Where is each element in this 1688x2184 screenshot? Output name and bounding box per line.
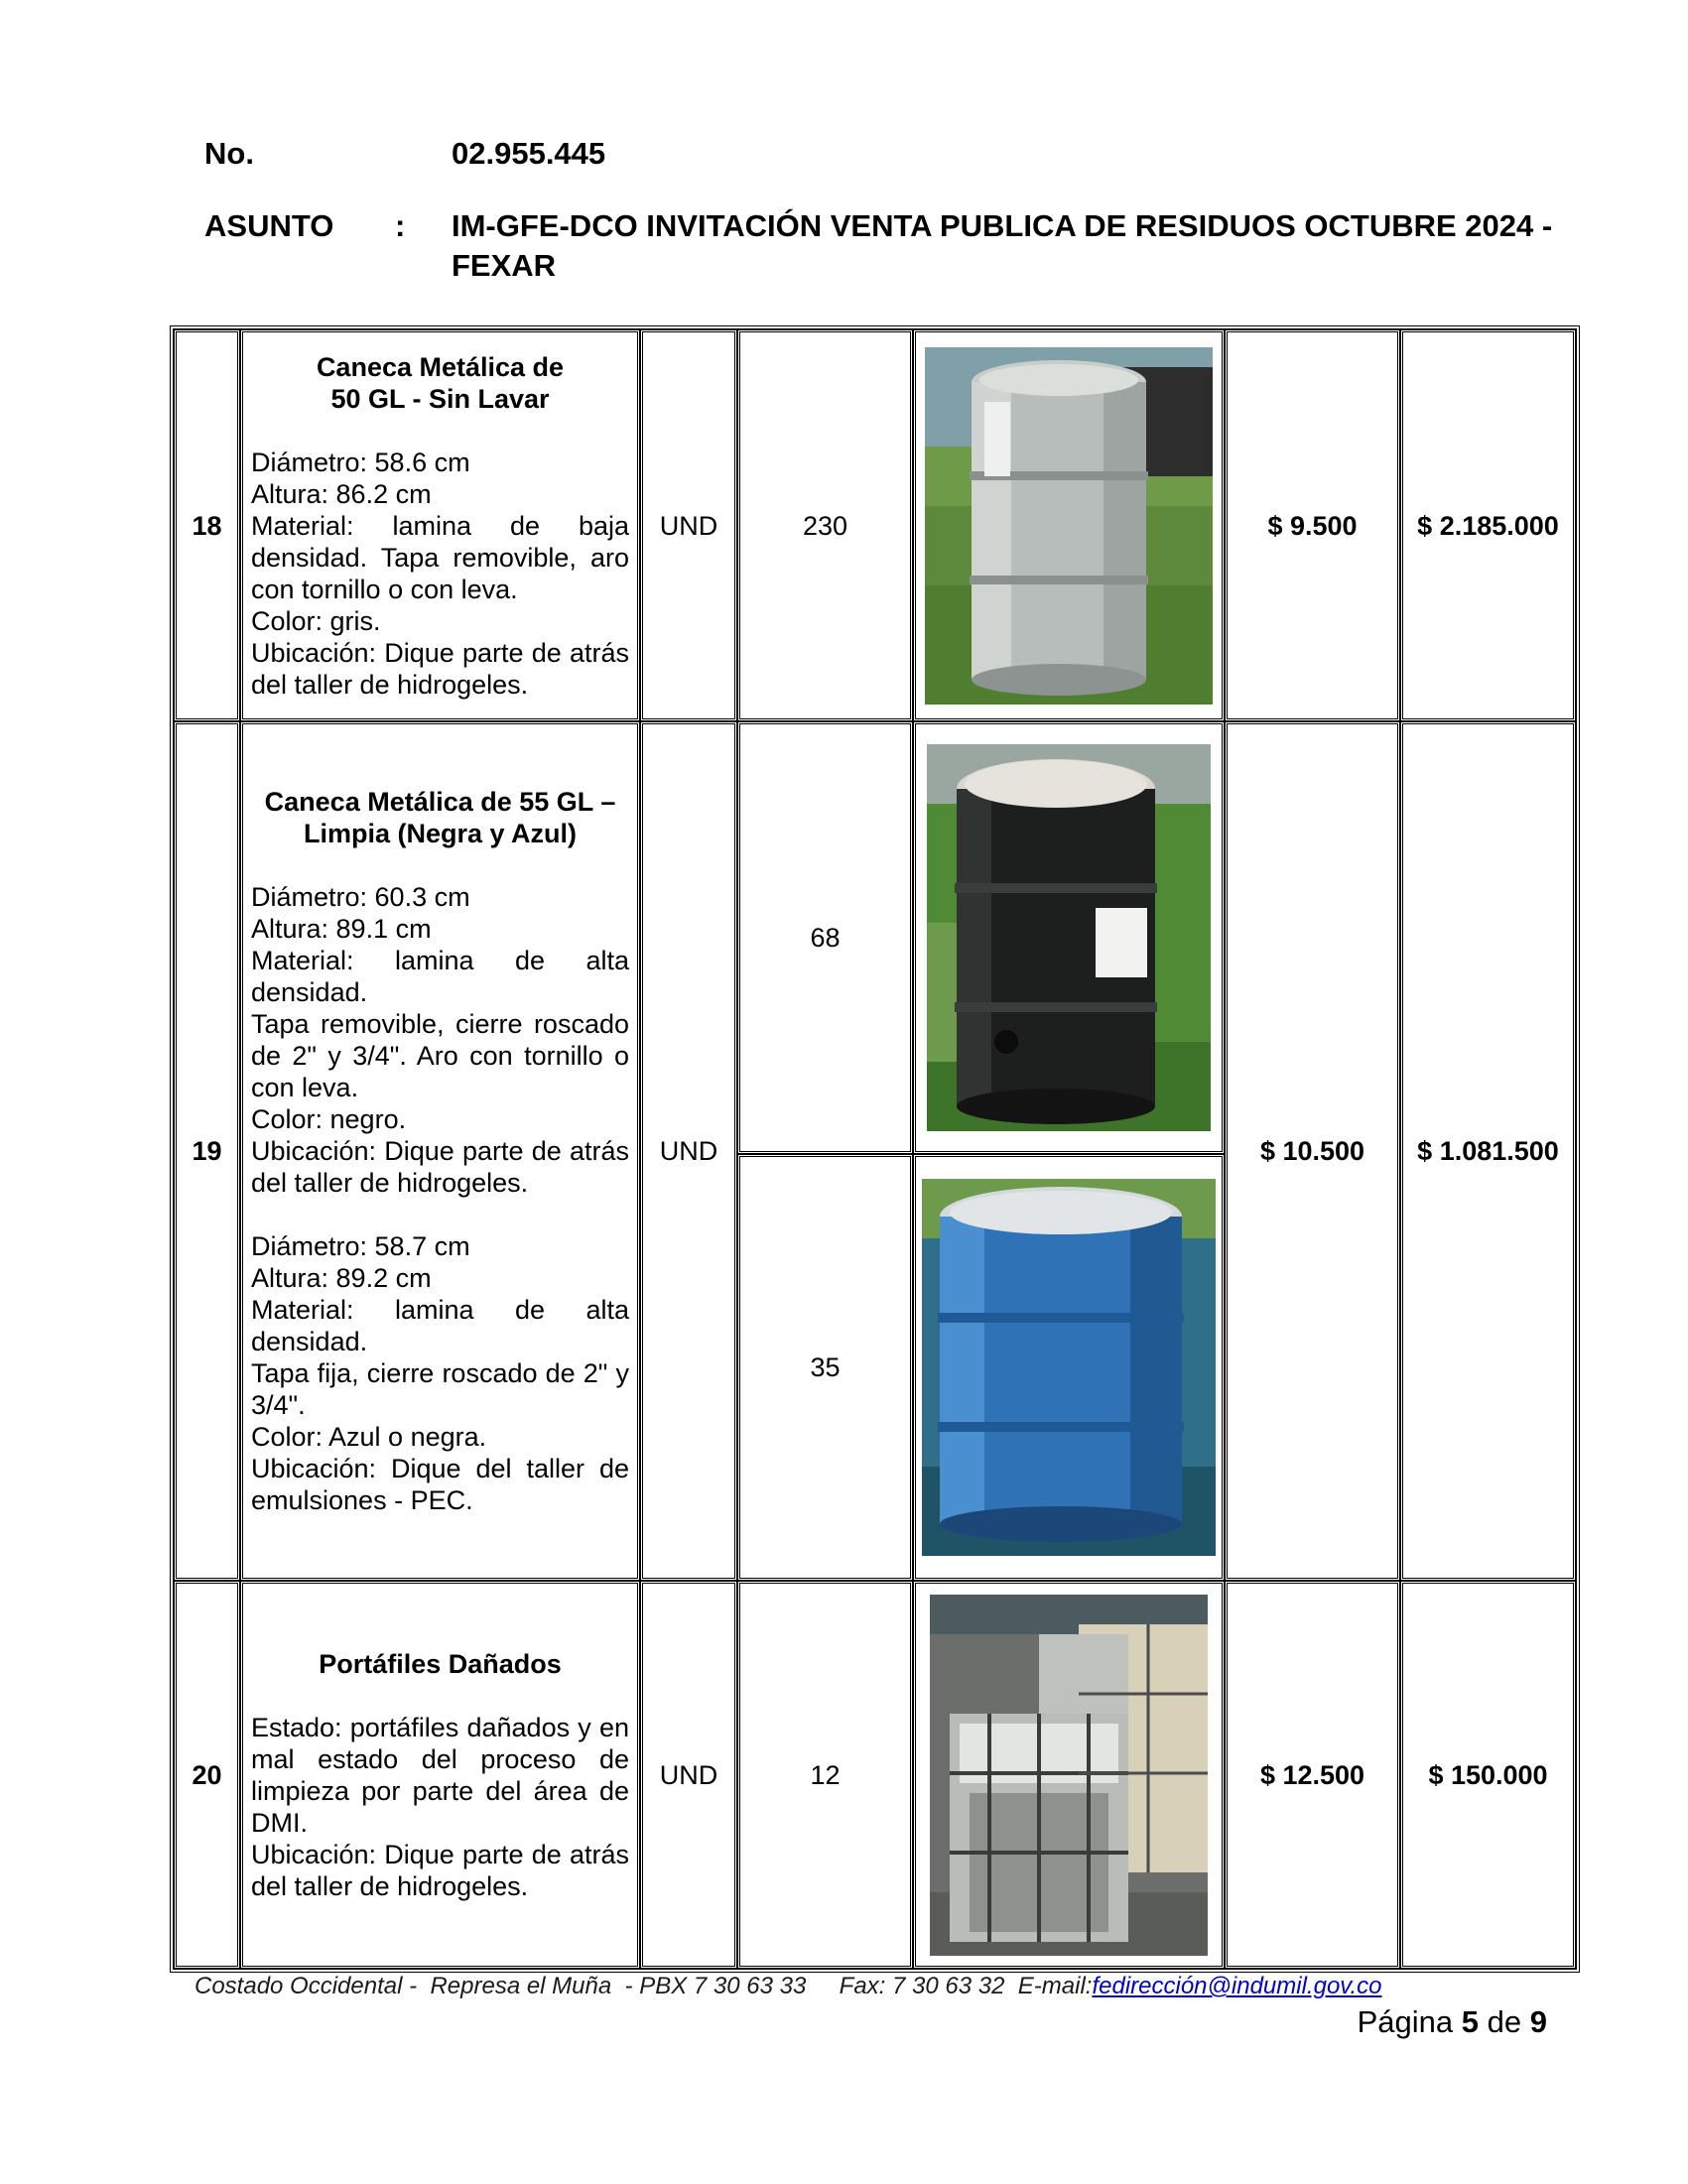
item-title-line: Caneca Metálica de 55 GL – [264, 787, 616, 817]
subject-value: IM-GFE-DCO INVITACIÓN VENTA PUBLICA DE RESIDUOS OCTUBRE 2024 - FEXAR [452, 208, 1553, 283]
item-image-cell [913, 1154, 1225, 1581]
item-quantity: 35 [737, 1154, 913, 1581]
item-unit-price: $ 9.500 [1225, 329, 1400, 721]
detail-line: Altura: 86.2 cm [251, 478, 432, 509]
detail-line: Tapa fija, cierre roscado de 2" y 3/4". [251, 1358, 629, 1420]
page-number [1358, 2004, 1547, 2040]
item-description [240, 329, 640, 721]
footer-contact: Costado Occidental - Represa el Muña - PBX 7 30 63 33 Fax: 7 30 63 32 E-mail: [195, 1973, 1093, 1999]
detail-line: Material: lamina de alta densidad. [251, 946, 629, 1007]
item-quantity: 230 [737, 329, 913, 721]
item-title-line: Portáfiles Dañados [319, 1648, 562, 1679]
detail-line: Altura: 89.1 cm [251, 914, 432, 944]
page-of: de [1487, 2004, 1522, 2039]
item-description [240, 1581, 640, 1969]
detail-line: Diámetro: 58.6 cm [251, 447, 470, 477]
item-quantity: 68 [737, 721, 913, 1154]
detail-line: Diámetro: 58.7 cm [251, 1231, 470, 1261]
ibc-containers-photo [930, 1595, 1208, 1956]
number-value: 02.955.445 [452, 136, 606, 171]
detail-line: Diámetro: 60.3 cm [251, 882, 470, 912]
detail-line: Ubicación: Dique parte de atrás del taller de hidrogeles. [251, 1839, 629, 1901]
item-description [240, 721, 640, 1581]
black-drum-photo [927, 744, 1211, 1131]
page-current: 5 [1461, 2004, 1480, 2039]
item-title-line: Caneca Metálica de [316, 351, 565, 382]
page-footer [195, 1973, 1382, 2000]
detail-line: Color: Azul o negra. [251, 1422, 487, 1452]
number-label: No. [204, 136, 254, 171]
items-table [170, 325, 1580, 1973]
detail-line: Ubicación: Dique parte de atrás del taller de hidrogeles. [251, 1136, 629, 1198]
detail-line: Color: gris. [251, 605, 381, 636]
detail-line: Altura: 89.2 cm [251, 1263, 432, 1293]
item-unit-price: $ 10.500 [1225, 721, 1400, 1581]
item-title-line: Limpia (Negra y Azul) [303, 819, 578, 848]
item-image-cell [913, 329, 1225, 721]
item-number: 18 [174, 329, 240, 721]
table-row [174, 1581, 1576, 1969]
item-total: $ 2.185.000 [1400, 329, 1576, 721]
item-unit: UND [640, 329, 737, 721]
detail-line: Material: lamina de baja densidad. Tapa removible, aro con tornillo o con leva. [251, 510, 629, 604]
item-unit-price: $ 12.500 [1225, 1581, 1400, 1969]
item-title [251, 351, 629, 415]
detail-line: Color: negro. [251, 1104, 407, 1134]
blue-drum-photo [922, 1179, 1216, 1556]
detail-line: Estado: portáfiles dañados y en mal estado del proceso de limpieza por parte del área de DMI. [251, 1712, 629, 1838]
item-number: 19 [174, 721, 240, 1581]
item-number: 20 [174, 1581, 240, 1969]
detail-line: Ubicación: Dique parte de atrás del taller de hidrogeles. [251, 637, 629, 700]
table-row [174, 721, 1576, 1154]
item-title [251, 1648, 629, 1680]
subject-label: ASUNTO [204, 208, 334, 243]
subject-colon: : [395, 208, 406, 243]
gray-drum-photo [925, 347, 1213, 705]
footer-email-link[interactable]: fedirección@indumil.gov.co [1092, 1973, 1382, 1999]
item-title [251, 786, 629, 849]
detail-line: Ubicación: Dique del taller de emulsiones - PEC. [251, 1454, 629, 1515]
item-image-cell [913, 1581, 1225, 1969]
page-total: 9 [1529, 2004, 1547, 2039]
item-title-line: 50 GL - Sin Lavar [330, 383, 550, 414]
item-total: $ 150.000 [1400, 1581, 1576, 1969]
item-unit: UND [640, 1581, 737, 1969]
item-unit: UND [640, 721, 737, 1581]
item-quantity: 12 [737, 1581, 913, 1969]
item-total: $ 1.081.500 [1400, 721, 1576, 1581]
table-row [174, 329, 1576, 721]
detail-line: Tapa removible, cierre roscado de 2" y 3/4". Aro con tornillo o con leva. [251, 1009, 629, 1102]
page-word: Página [1357, 2004, 1454, 2039]
detail-line: Material: lamina de alta densidad. [251, 1295, 629, 1356]
item-image-cell [913, 721, 1225, 1154]
